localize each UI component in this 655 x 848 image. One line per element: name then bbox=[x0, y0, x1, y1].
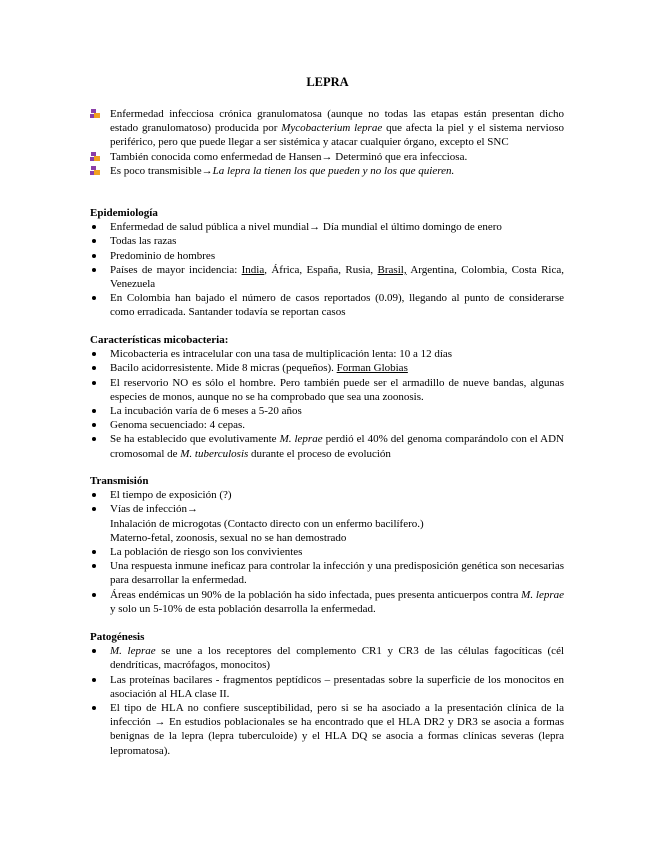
section-heading: Características micobacteria: bbox=[90, 334, 229, 346]
list-item: Vías de infección→ bbox=[90, 502, 564, 516]
list-item: Bacilo acidorresistente. Mide 8 micras (pequeños). Forman Globias bbox=[90, 361, 564, 375]
list-item: Una respuesta inmune ineficaz para controlar la infección y una predisposición genética son necesarias para desarrollar la enfermedad. bbox=[90, 559, 564, 587]
list-item: Enfermedad de salud pública a nivel mundial→ Día mundial el último domingo de enero bbox=[90, 220, 564, 234]
list-item: El tiempo de exposición (?) bbox=[90, 488, 564, 502]
intro-item: Es poco transmisible→La lepra la tienen los que pueden y no los que quieren. bbox=[90, 164, 564, 178]
intro-item: También conocida como enfermedad de Hansen→ Determinó que era infecciosa. bbox=[90, 150, 564, 164]
section-heading: Epidemiología bbox=[90, 207, 158, 219]
colored-book-bullet-icon bbox=[90, 109, 101, 119]
list-item: En Colombia han bajado el número de casos reportados (0.09), llegando al punto de considerarse como erradicada. Santander todavía se reportan casos bbox=[90, 291, 564, 319]
transmision-section bbox=[90, 474, 564, 616]
section-heading: Transmisión bbox=[90, 475, 149, 487]
list-item: La incubación varía de 6 meses a 5-20 años bbox=[90, 404, 564, 418]
list-item: El tipo de HLA no confiere susceptibilidad, pero si se ha asociado a la presentación clínica de la infección → En estudios poblacionales se ha encontrado que el HLA DR2 y DR3 se asocia a formas benignas de la lepra (lepra tuberculoide) y el HLA DQ se asocia a formas clínicas severas (lepra lepromatosa). bbox=[90, 701, 564, 758]
intro-item: Enfermedad infecciosa crónica granulomatosa (aunque no todas las etapas están presentan dicho estado granulomatoso) producida por Mycobacterium leprae que afecta la piel y el sistema nervioso periférico, pero que puede llegar a ser sistémica y atacar cualquier órgano, excepto el SNC bbox=[90, 107, 564, 150]
list-item: Países de mayor incidencia: India, África, España, Rusia, Brasil, Argentina, Colombia, Costa Rica, Venezuela bbox=[90, 263, 564, 291]
arrow-right-icon: → bbox=[309, 221, 321, 234]
arrow-right-icon: → bbox=[154, 716, 166, 729]
arrow-right-icon: → bbox=[186, 503, 198, 516]
list-item: Áreas endémicas un 90% de la población ha sido infectada, pues presenta anticuerpos contra M. leprae y solo un 5-10% de esta población desarrolla la enfermedad. bbox=[90, 588, 564, 616]
section-heading: Patogénesis bbox=[90, 631, 145, 643]
arrow-right-icon: → bbox=[201, 164, 213, 177]
list-item: M. leprae se une a los receptores del complemento CR1 y CR3 de las células fagocíticas (cél dendríticas, macrófagos, monocitos) bbox=[90, 644, 564, 672]
sub-item: Inhalación de microgotas (Contacto directo con un enfermo bacilífero.) bbox=[110, 517, 424, 530]
list-item: Las proteínas bacilares - fragmentos peptídicos – presentadas sobre la superficie de los monocitos en asociación al HLA clase II. bbox=[90, 673, 564, 701]
arrow-right-icon: → bbox=[321, 150, 333, 163]
list-item: Predominio de hombres bbox=[90, 249, 564, 263]
list-item: El reservorio NO es sólo el hombre. Pero también puede ser el armadillo de nueve bandas, algunas especies de monos, aunque no se ha comprobado que sea una zoonosis. bbox=[90, 376, 564, 404]
epidemiologia-section bbox=[90, 206, 564, 320]
list-item: Todas las razas bbox=[90, 234, 564, 248]
list-item: Se ha establecido que evolutivamente M. leprae perdió el 40% del genoma comparándolo con el ADN cromosomal de M. tuberculosis durante el proceso de evolución bbox=[90, 432, 564, 460]
colored-book-bullet-icon bbox=[90, 152, 101, 162]
sub-item: Materno-fetal, zoonosis, sexual no se han demostrado bbox=[110, 531, 347, 544]
list-item: Micobacteria es intracelular con una tasa de multiplicación lenta: 10 a 12 días bbox=[90, 347, 564, 361]
list-item: La población de riesgo son los convivientes bbox=[90, 545, 564, 559]
caracteristicas-section bbox=[90, 333, 564, 461]
intro-section bbox=[90, 107, 564, 178]
page-title: LEPRA bbox=[306, 75, 349, 89]
list-item: Genoma secuenciado: 4 cepas. bbox=[90, 418, 564, 432]
colored-book-bullet-icon bbox=[90, 166, 101, 176]
patogenesis-section bbox=[90, 630, 564, 758]
